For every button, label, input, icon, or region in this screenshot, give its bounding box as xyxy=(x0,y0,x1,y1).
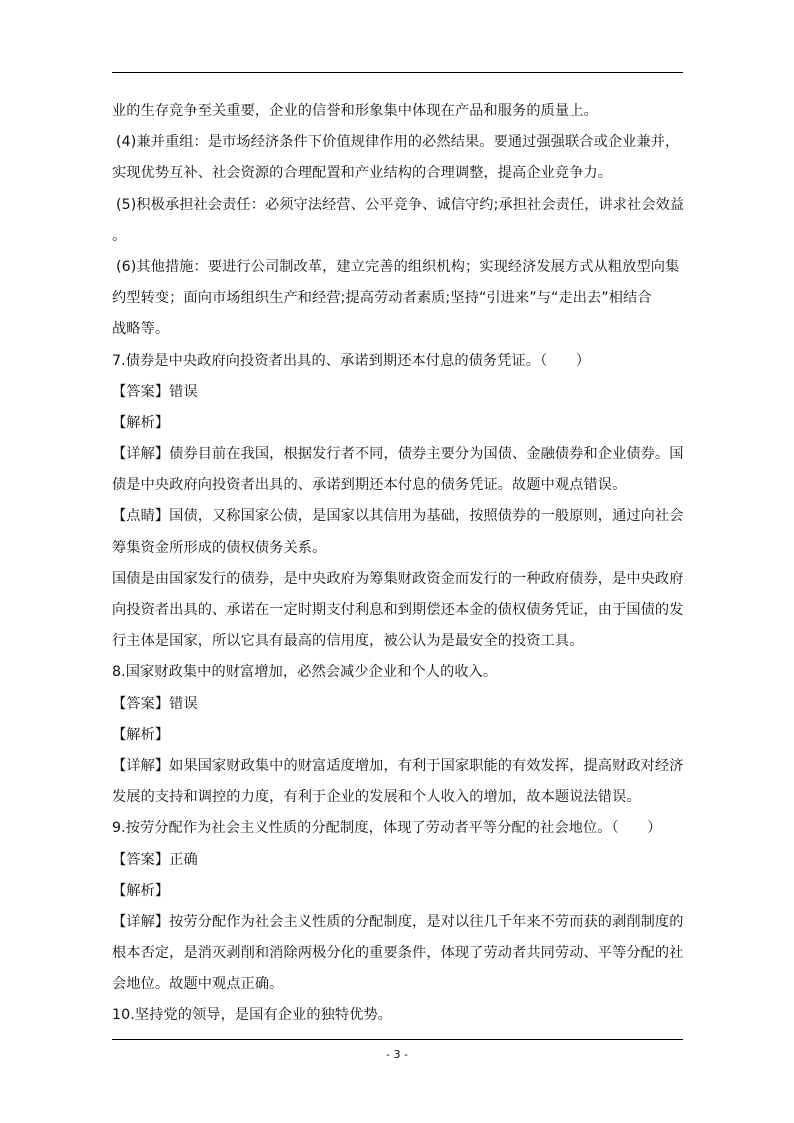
text-line: 国债是由国家发行的债券，是中央政府为筹集财政资金而发行的一种政府债券，是中央政府 xyxy=(112,570,684,587)
text-line: 债是中央政府向投资者出具的、承诺到期还本付息的债务凭证。故题中观点错误。 xyxy=(112,477,627,494)
text-line: (6)其他措施：要进行公司制改革，建立完善的组织机构；实现经济发展方式从粗放型向集 xyxy=(116,258,680,275)
text-line: (5)积极承担社会责任：必须守法经营、公平竞争、诚信守约;承担社会责任，讲求社会效益 xyxy=(116,196,685,213)
analysis-label: 【解析】 xyxy=(112,726,170,743)
text-line: 实现优势互补、社会资源的合理配置和产业结构的合理调整，提高企业竞争力。 xyxy=(112,165,613,182)
answer-label: 【答案】错误 xyxy=(112,383,198,400)
text-line: 战略等。 xyxy=(112,321,170,338)
question-7: 7.债券是中央政府向投资者出具的、承诺到期还本付息的债务凭证。（ ） xyxy=(112,352,591,369)
question-8: 8.国家财政集中的财富增加，必然会减少企业和个人的收入。 xyxy=(112,664,498,681)
text-line: 业的生存竞争至关重要，企业的信誉和形象集中体现在产品和服务的质量上。 xyxy=(112,103,598,119)
text-line: 【详解】如果国家财政集中的财富适度增加，有利于国家职能的有效发挥，提高财政对经济 xyxy=(112,757,684,774)
text-line: 筹集资金所形成的债权债务关系。 xyxy=(112,539,327,556)
text-line: 【详解】债券目前在我国，根据发行者不同，债券主要分为国债、金融债券和企业债券。国 xyxy=(112,446,684,463)
text-line: 约型转变；面向市场组织生产和经营;提高劳动者素质;坚持“引进来”与“走出去”相结合 xyxy=(112,290,652,307)
text-line: 【详解】按劳分配作为社会主义性质的分配制度，是对以往几千年来不劳而获的剥削制度的 xyxy=(112,913,684,930)
text-line: (4)兼并重组：是市场经济条件下价值规律作用的必然结果。要通过强强联合或企业兼并， xyxy=(116,134,680,151)
header-rule xyxy=(112,72,683,73)
text-line: 会地位。故题中观点正确。 xyxy=(112,976,284,993)
analysis-label: 【解析】 xyxy=(112,414,170,431)
text-line: 【点睛】国债，又称国家公债，是国家以其信用为基础，按照债券的一般原则，通过向社会 xyxy=(112,508,684,525)
text-line: 发展的支持和调控的力度，有利于企业的发展和个人收入的增加，故本题说法错误。 xyxy=(112,789,641,806)
text-line: 向投资者出具的、承诺在一定时期支付利息和到期偿还本金的债权债务凭证，由于国债的发 xyxy=(112,602,684,618)
footer-rule xyxy=(112,1039,683,1040)
text-line: 根本否定，是消灭剥削和消除两极分化的重要条件，体现了劳动者共同劳动、平等分配的社 xyxy=(112,945,684,962)
analysis-label: 【解析】 xyxy=(112,882,170,899)
text-line: 行主体是国家，所以它具有最高的信用度，被公认为是最安全的投资工具。 xyxy=(112,633,584,650)
text-line: 。 xyxy=(112,227,127,244)
answer-label: 【答案】正确 xyxy=(112,851,198,868)
page-number: - 3 - xyxy=(386,1048,408,1061)
document-body xyxy=(112,96,683,1032)
question-10: 10.坚持党的领导，是国有企业的独特优势。 xyxy=(112,1007,393,1024)
answer-label: 【答案】错误 xyxy=(112,695,198,712)
question-9: 9.按劳分配作为社会主义性质的分配制度，体现了劳动者平等分配的社会地位。（ ） xyxy=(112,820,662,837)
